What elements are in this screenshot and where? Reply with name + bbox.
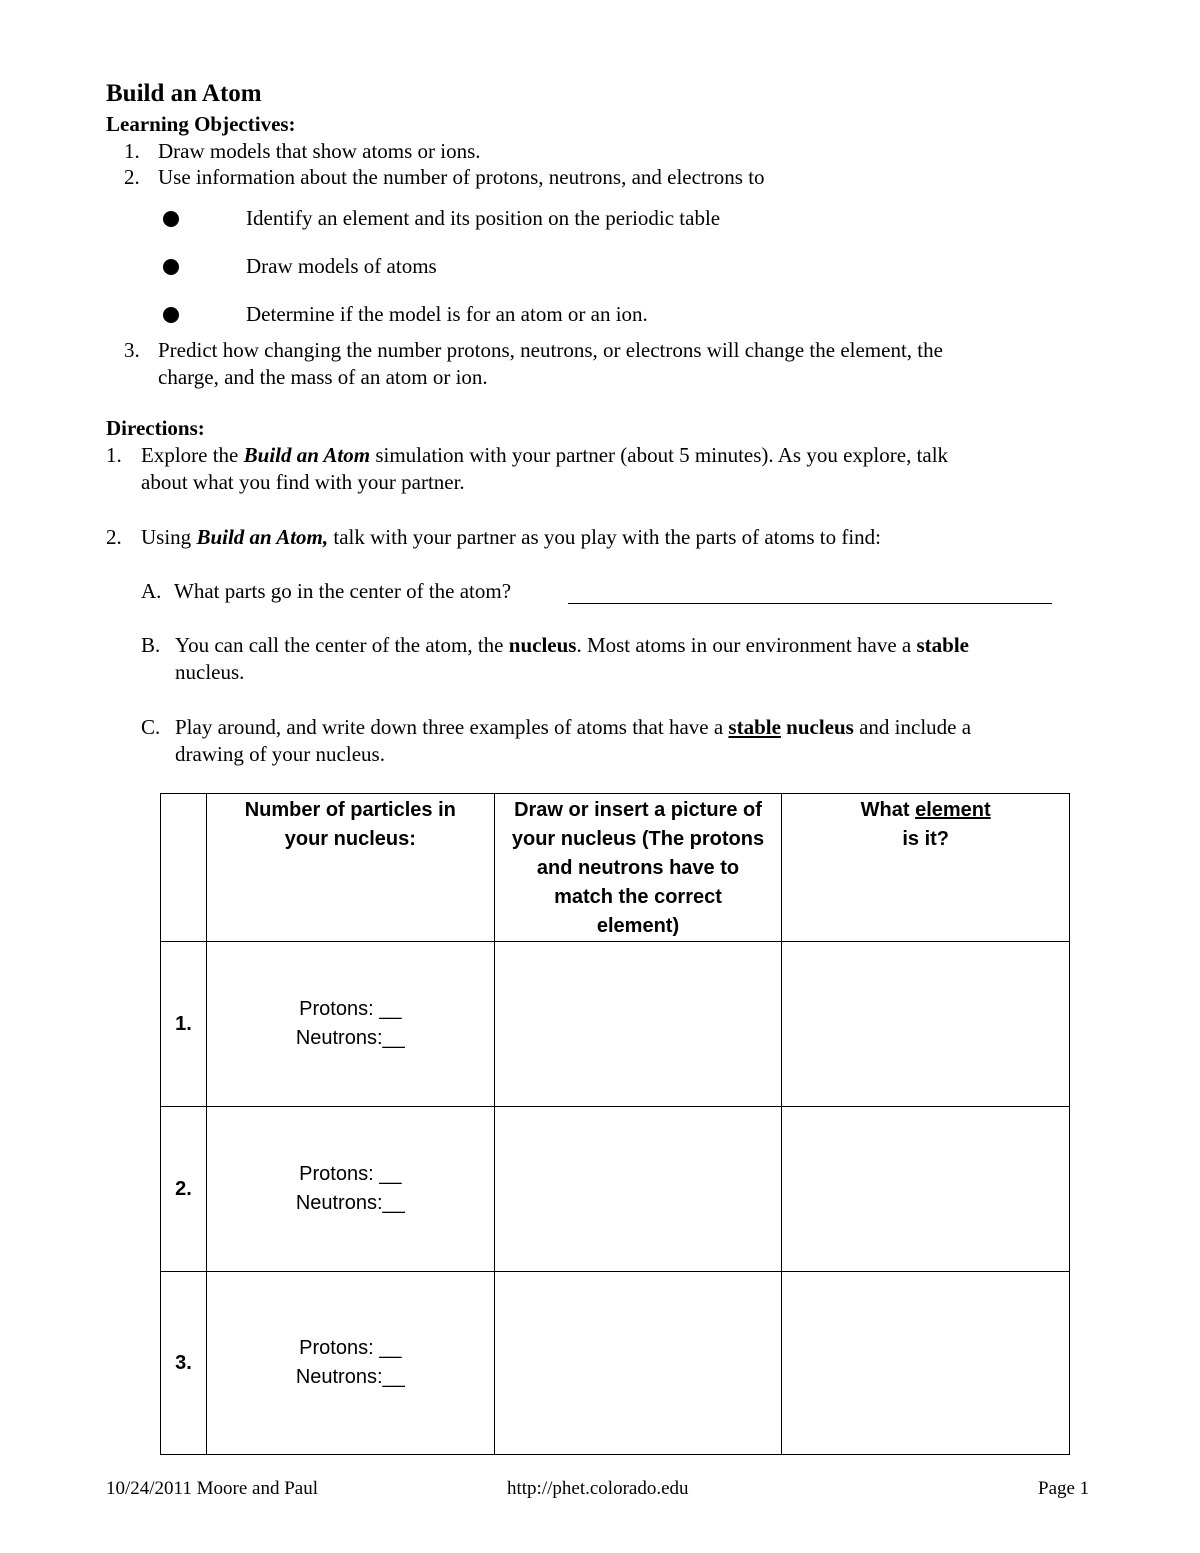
drawing-cell[interactable] [494, 942, 782, 1107]
table-header-row [161, 794, 1070, 942]
direction-text: Explore the Build an Atom simulation with your partner (about 5 minutes). As you explore, talk [141, 443, 949, 467]
question-text: What parts go in the center of the atom? [174, 579, 512, 603]
direction-text: Using Build an Atom, talk with your partner as you play with the parts of atoms to find: [141, 525, 882, 549]
nucleus-table [160, 793, 1070, 1455]
table-header-cell: What element is it? [782, 794, 1070, 942]
table-header-cell: Number of particles in your nucleus: [206, 794, 494, 942]
row-number: 2. [161, 1107, 207, 1272]
drawing-cell[interactable] [494, 1107, 782, 1272]
objective-number: 2. [124, 165, 140, 189]
table-row [161, 942, 1070, 1107]
objective-text: Draw models that show atoms or ions. [158, 139, 481, 163]
page-title: Build an Atom [106, 80, 262, 107]
objective-text: Predict how changing the number protons, neutrons, or electrons will change the element, the [158, 338, 943, 362]
objective-text: charge, and the mass of an atom or ion. [158, 365, 488, 389]
table-header-cell: Draw or insert a picture of your nucleus (The protons and neutrons have to match the correct element) [494, 794, 782, 942]
element-cell[interactable] [782, 942, 1070, 1107]
objective-bullet-text: Identify an element and its position on the periodic table [246, 206, 721, 230]
direction-text: about what you find with your partner. [141, 470, 465, 494]
question-letter: A. [141, 579, 162, 603]
direction-number: 1. [106, 443, 122, 467]
bullet-icon [163, 259, 179, 275]
row-number: 3. [161, 1272, 207, 1455]
directions-heading: Directions: [106, 416, 205, 440]
question-letter: B. [141, 633, 161, 657]
particle-count-cell[interactable]: Protons: __ Neutrons:__ [206, 1107, 494, 1272]
question-text: You can call the center of the atom, the nucleus. Most atoms in our environment have a stable [175, 633, 969, 657]
footer-url[interactable]: http://phet.colorado.edu [507, 1478, 689, 1499]
table-header-cell [161, 794, 207, 942]
table-row [161, 1107, 1070, 1272]
objective-number: 3. [124, 338, 140, 362]
direction-number: 2. [106, 525, 122, 549]
footer-date-authors: 10/24/2011 Moore and Paul [106, 1478, 318, 1499]
objective-number: 1. [124, 139, 140, 163]
footer-page-number: Page 1 [1038, 1478, 1090, 1499]
element-cell[interactable] [782, 1107, 1070, 1272]
particle-count-cell[interactable]: Protons: __ Neutrons:__ [206, 942, 494, 1107]
answer-blank-line[interactable] [568, 603, 1052, 604]
bullet-icon [163, 211, 179, 227]
drawing-cell[interactable] [494, 1272, 782, 1455]
objective-bullet-text: Determine if the model is for an atom or an ion. [246, 302, 648, 326]
objectives-heading: Learning Objectives: [106, 112, 296, 136]
element-cell[interactable] [782, 1272, 1070, 1455]
objective-bullet-text: Draw models of atoms [246, 254, 437, 278]
objective-text: Use information about the number of protons, neutrons, and electrons to [158, 165, 765, 189]
question-letter: C. [141, 715, 161, 739]
question-text: nucleus. [175, 660, 245, 684]
question-text: Play around, and write down three examples of atoms that have a stable nucleus and include a [175, 715, 972, 739]
row-number: 1. [161, 942, 207, 1107]
particle-count-cell[interactable]: Protons: __ Neutrons:__ [206, 1272, 494, 1455]
table-row [161, 1272, 1070, 1455]
question-text: drawing of your nucleus. [175, 742, 385, 766]
bullet-icon [163, 307, 179, 323]
